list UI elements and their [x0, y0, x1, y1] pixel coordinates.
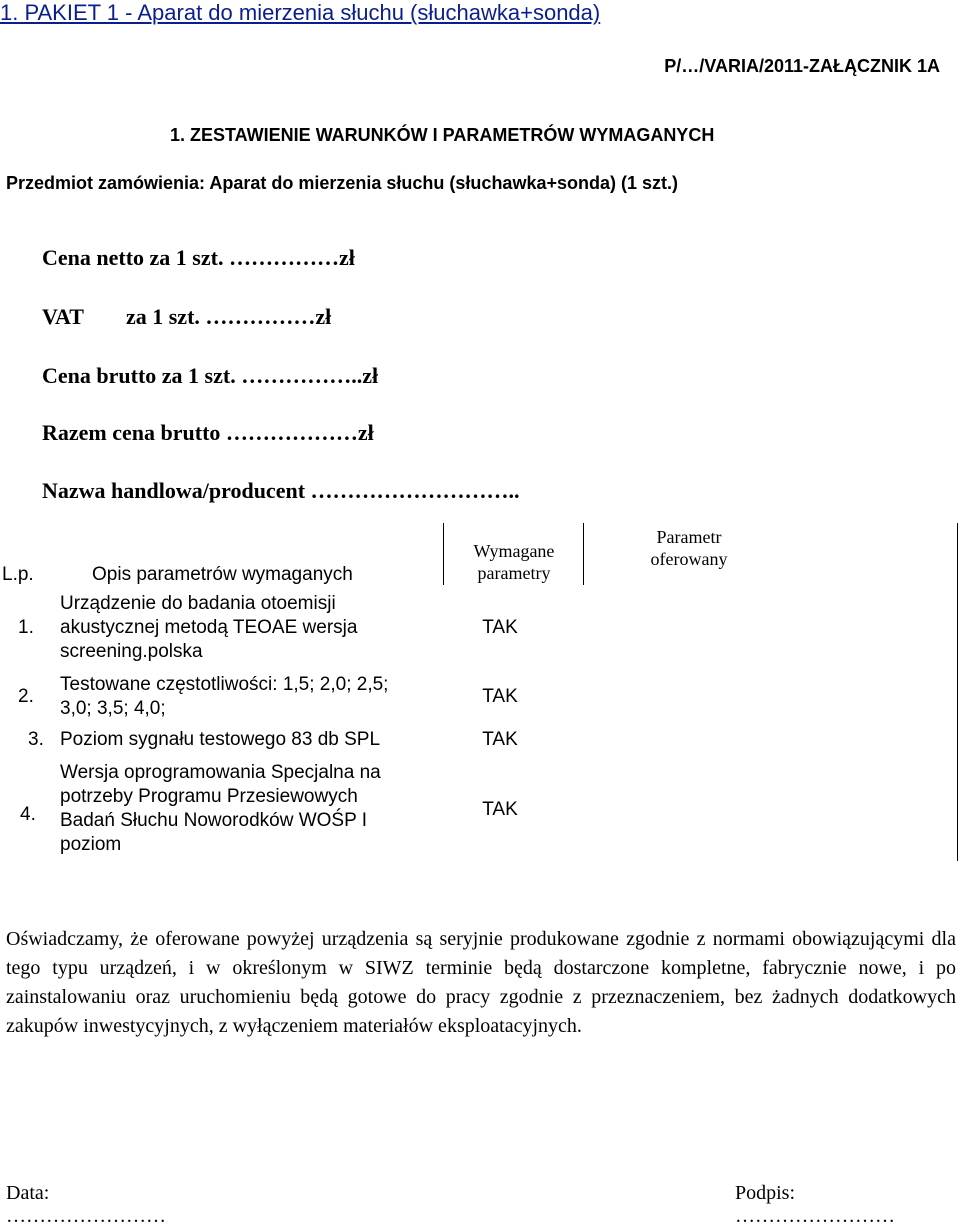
date-placeholder: ……………………: [6, 1205, 166, 1227]
header-offered: [584, 526, 794, 570]
row-3-required: TAK: [482, 729, 518, 750]
header-required-line2: parametry: [477, 563, 551, 583]
total-gross-line: Razem cena brutto ………………zł: [42, 420, 374, 445]
row-4-lp: 4.: [20, 804, 36, 825]
row-4-desc-line: Wersja oprogramowania Specjalna na: [60, 762, 381, 783]
parameters-table: [0, 523, 958, 861]
header-description: Opis parametrów wymaganych: [92, 564, 353, 585]
reference-code: P/…/VARIA/2011-ZAŁĄCZNIK 1A: [664, 56, 940, 76]
net-price-line: Cena netto za 1 szt. ……………zł: [42, 245, 355, 270]
header-required: [444, 540, 584, 584]
order-subject: Przedmiot zamówienia: Aparat do mierzenia słuchu (słuchawka+sonda) (1 szt.): [6, 173, 678, 193]
row-3-description: Poziom sygnału testowego 83 db SPL: [60, 729, 381, 750]
gross-price-line: Cena brutto za 1 szt. ……………..zł: [42, 363, 379, 388]
row-4-required: TAK: [482, 799, 518, 820]
row-2-desc-line: Testowane częstotliwości: 1,5; 2,0; 2,5;: [60, 674, 389, 695]
table-border: [957, 523, 958, 861]
row-2-desc-line: 3,0; 3,5; 4,0;: [60, 698, 166, 719]
signature-placeholder: ……………………: [735, 1205, 895, 1227]
date-label: Data:: [6, 1182, 50, 1204]
row-1-lp: 1.: [18, 617, 34, 638]
row-4-description: [60, 761, 381, 857]
row-4-desc-line: potrzeby Programu Przesiewowych: [60, 786, 358, 807]
header-lp: L.p.: [2, 564, 34, 585]
row-1-required: TAK: [482, 617, 518, 638]
signature-label: Podpis:: [735, 1182, 796, 1204]
header-offered-line2: oferowany: [650, 549, 728, 569]
vat-line: [42, 304, 331, 330]
row-1-desc-line: akustycznej metodą TEOAE wersja: [60, 617, 358, 638]
row-3-lp: 3.: [28, 729, 44, 750]
vat-label: VAT: [42, 304, 84, 329]
section-title: 1. ZESTAWIENIE WARUNKÓW I PARAMETRÓW WYMAGANYCH: [170, 125, 715, 145]
row-2-lp: 2.: [18, 686, 34, 707]
declaration-paragraph: Oświadczamy, że oferowane powyżej urządzenia są seryjnie produkowane zgodnie z normami obowiązującymi dla tego typu urządzeń, i w określonym w SIWZ terminie będą dostarczone kompletne, fabrycznie nowe, i po zainstalowaniu oraz uruchomieniu będą gotowe do pracy zgodnie z przeznaczeniem, bez żadnych dodatkowych zakupów inwestycyjnych, z wyłączeniem materiałów eksploatacyjnych.: [6, 928, 956, 1037]
row-1-desc-line: screening.polska: [60, 641, 203, 662]
header-required-line1: Wymagane: [473, 541, 555, 561]
header-offered-line1: Parametr: [656, 527, 722, 547]
row-4-desc-line: poziom: [60, 834, 122, 855]
row-4-desc-line: Badań Słuchu Noworodków WOŚP I: [60, 810, 367, 831]
row-2-description: [60, 673, 388, 721]
row-1-description: [60, 592, 357, 664]
row-2-required: TAK: [482, 686, 518, 707]
vat-value: za 1 szt. ……………zł: [125, 304, 332, 329]
document-heading: 1. PAKIET 1 - Aparat do mierzenia słuchu (słuchawka+sonda): [0, 0, 601, 25]
row-1-desc-line: Urządzenie do badania otoemisji: [60, 593, 336, 614]
trade-name-line: Nazwa handlowa/producent ………………………..: [42, 478, 520, 503]
